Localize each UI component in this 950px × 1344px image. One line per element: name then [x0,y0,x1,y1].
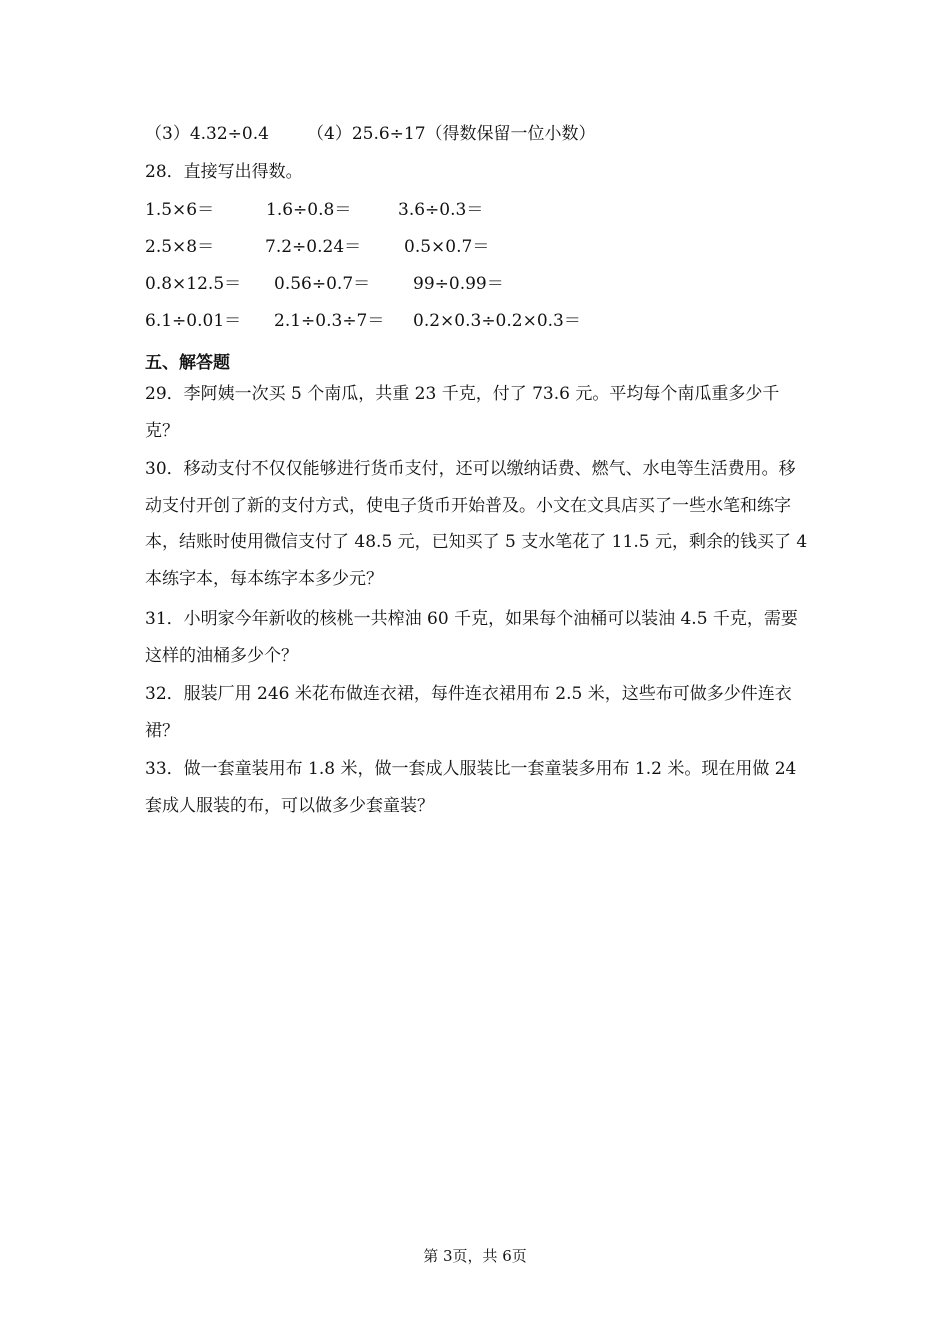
problem-31: 31．小明家今年新收的核桃一共榨油 60 千克，如果每个油桶可以装油 4.5 千克，需要这样的油桶多少个？ [145,609,798,666]
problem-29: 29．李阿姨一次买 5 个南瓜，共重 23 千克，付了 73.6 元。平均每个南瓜重多少千克？ [145,384,780,441]
q28-r4-c2: 2.1÷0.3÷7＝ [274,311,385,331]
q28-r4-c3: 0.2×0.3÷0.2×0.3＝ [413,311,581,331]
q27-part4: （4）25.6÷17（得数保留一位小数） [307,124,596,144]
problem-30: 30．移动支付不仅仅能够进行货币支付，还可以缴纳话费、燃气、水电等生活费用。移动支付开创了新的支付方式，使电子货币开始普及。小文在文具店买了一些水笔和练字本，结账时使用微信支付了 48.5 元，已知买了 5 支水笔花了 11.5 元，剩余的钱买了 4 本练字本，每本练字本多少元？ [145,459,808,589]
q28-r3-c1: 0.8×12.5＝ [145,274,242,294]
q28-title: 28．直接写出得数。 [145,162,303,182]
section-heading: 五、解答题 [145,353,230,373]
problem-32: 32．服装厂用 246 米花布做连衣裙，每件连衣裙用布 2.5 米，这些布可做多少件连衣裙？ [145,684,792,741]
q28-r2-c1: 2.5×8＝ [145,237,215,257]
q28-r2-c2: 7.2÷0.24＝ [265,237,362,257]
q28-r1-c1: 1.5×6＝ [145,200,215,220]
q27-part3: （3）4.32÷0.4 [145,124,269,144]
q28-r3-c3: 99÷0.99＝ [413,274,504,294]
page-number: 第 3页，共 6页 [423,1247,527,1265]
problem-33: 33．做一套童装用布 1.8 米，做一套成人服装比一套童装多用布 1.2 米。现在用做 24 套成人服装的布，可以做多少套童装？ [145,759,797,816]
q28-r1-c2: 1.6÷0.8＝ [266,200,352,220]
q28-r2-c3: 0.5×0.7＝ [404,237,490,257]
q28-r4-c1: 6.1÷0.01＝ [145,311,242,331]
q28-r3-c2: 0.56÷0.7＝ [274,274,371,294]
q28-r1-c3: 3.6÷0.3＝ [398,200,484,220]
